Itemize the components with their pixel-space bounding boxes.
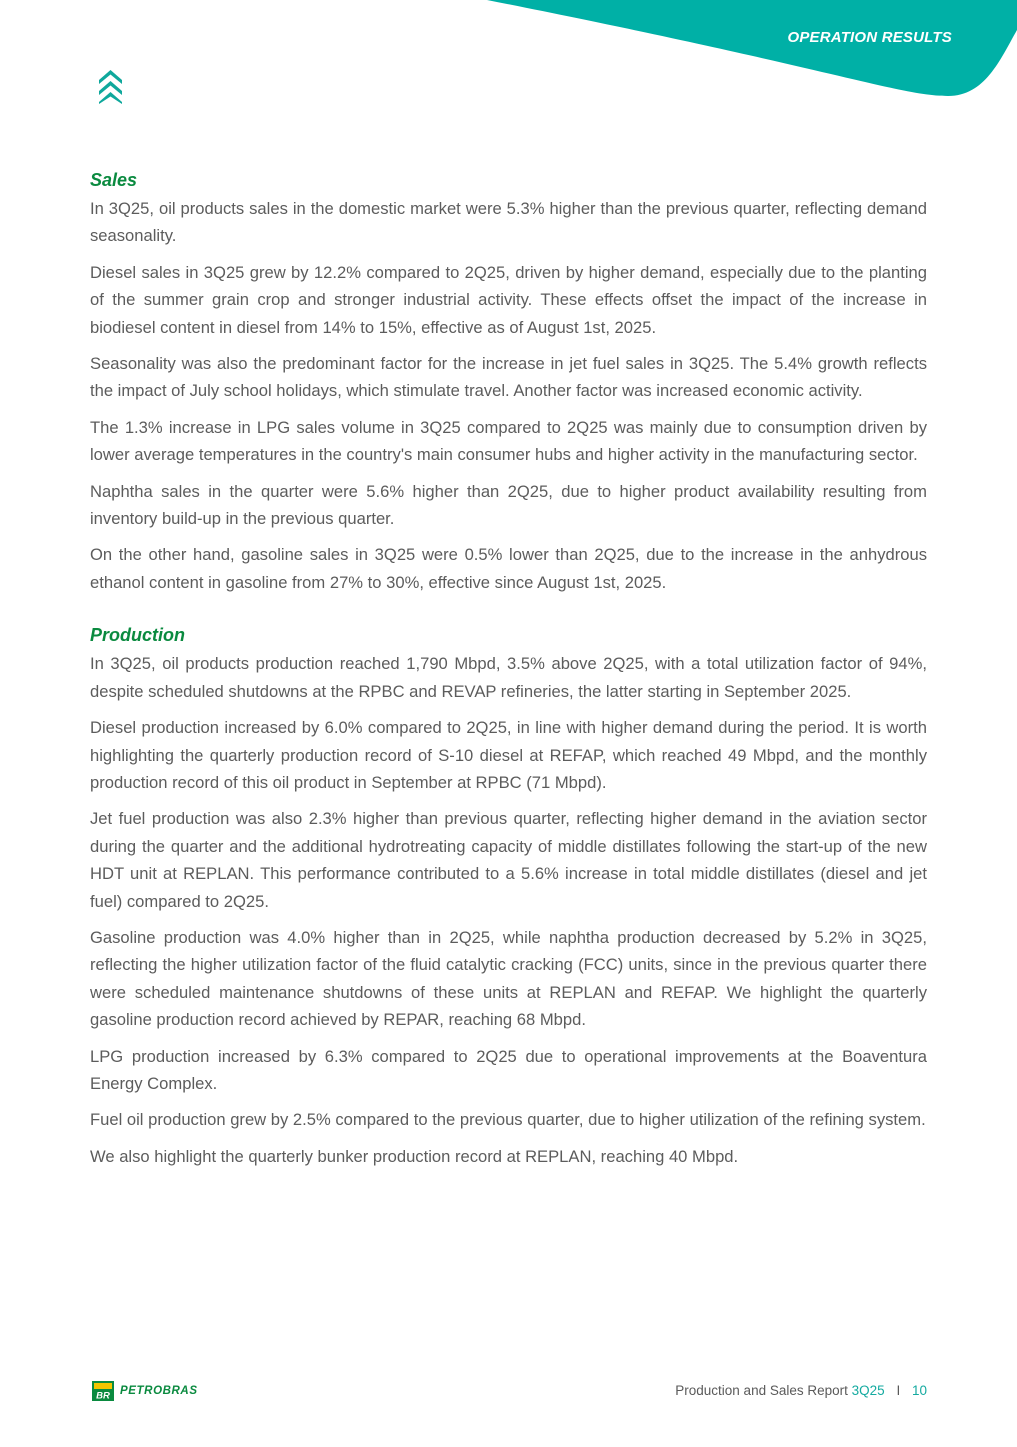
sales-paragraph: Naphtha sales in the quarter were 5.6% higher than 2Q25, due to higher product availability resulting from inventory build-up in the previous quarter. xyxy=(90,481,927,529)
brand-name: PETROBRAS xyxy=(120,1385,198,1397)
production-paragraph: LPG production increased by 6.3% compared to 2Q25 due to operational improvements at the Boaventura Energy Complex. xyxy=(90,1046,927,1093)
sales-paragraph: On the other hand, gasoline sales in 3Q25 were 0.5% lower than 2Q25, due to the increase in the anhydrous ethanol content in gasoline from 27% to 30%, effective since August 1st, 2025. xyxy=(90,545,927,592)
production-paragraph: In 3Q25, oil products production reached 1,790 Mbpd, 3.5% above 2Q25, with a total utilization factor of 94%, despite scheduled shutdowns at the RPBC and REVAP refineries, the latter starting in September 2025. xyxy=(90,654,927,701)
page-number: 10 xyxy=(911,1383,927,1398)
section-label: OPERATION RESULTS xyxy=(787,29,952,46)
production-paragraph: We also highlight the quarterly bunker production record at REPLAN, reaching 40 Mbpd. xyxy=(90,1146,739,1166)
header-teal-band xyxy=(0,0,1017,110)
report-title: Production and Sales Report xyxy=(675,1383,848,1398)
sales-heading: Sales xyxy=(90,170,138,190)
sales-paragraph: Diesel sales in 3Q25 grew by 12.2% compared to 2Q25, driven by higher demand, especially due to the planting of the summer grain crop and stronger industrial activity. These effects offset the impact of the increase in biodiesel content in diesel from 14% to 15%, effective as of August 1st, 2025. xyxy=(90,262,927,337)
report-period: 3Q25 xyxy=(851,1383,885,1398)
production-paragraph: Gasoline production was 4.0% higher than in 2Q25, while naphtha production decreased by 5.2% in 3Q25, reflecting the higher utilization factor of the fluid catalytic cracking (FCC) units, since in the previous quarter there were scheduled maintenance shutdowns of these units at REPLAN and REFAP. We highlight the quarterly gasoline production record achieved by REPAR, reaching 68 Mbpd. xyxy=(90,927,927,1030)
sales-paragraph: In 3Q25, oil products sales in the domestic market were 5.3% higher than the previous quarter, reflecting demand seasonality. xyxy=(90,199,927,246)
production-heading: Production xyxy=(90,625,185,646)
main-content xyxy=(90,167,927,1179)
footer-report-info xyxy=(675,1383,927,1398)
production-paragraph: Diesel production increased by 6.0% compared to 2Q25, in line with higher demand during the period. It is worth highlighting the quarterly production record of S-10 diesel at REFAP, which reached 49 Mbpd, and the monthly production record of this oil product in September at RPBC (71 Mbpd). xyxy=(90,718,927,792)
br-logo-mark: BR xyxy=(96,1390,110,1401)
footer-separator: I xyxy=(896,1383,901,1398)
br-logo-icon xyxy=(92,1381,114,1401)
sales-paragraph: The 1.3% increase in LPG sales volume in 3Q25 compared to 2Q25 was mainly due to consumption driven by lower average temperatures in the country's main consumer hubs and higher activity in the manufacturing sector. xyxy=(90,417,927,465)
triple-chevron-up-icon xyxy=(97,68,124,104)
petrobras-logo xyxy=(92,1381,198,1401)
production-paragraph: Jet fuel production was also 2.3% higher than previous quarter, reflecting higher demand in the aviation sector during the quarter and the additional hydrotreating capacity of middle distillates following the start-up of the new HDT unit at REPLAN. This performance contributed to a 5.6% increase in total middle distillates (diesel and jet fuel) compared to 2Q25. xyxy=(90,809,927,911)
sales-paragraph: Seasonality was also the predominant factor for the increase in jet fuel sales in 3Q25. The 5.4% growth reflects the impact of July school holidays, which stimulate travel. Another factor was increased economic activity. xyxy=(90,354,927,401)
production-paragraph: Fuel oil production grew by 2.5% compared to the previous quarter, due to higher utilization of the refining system. xyxy=(90,1110,926,1130)
